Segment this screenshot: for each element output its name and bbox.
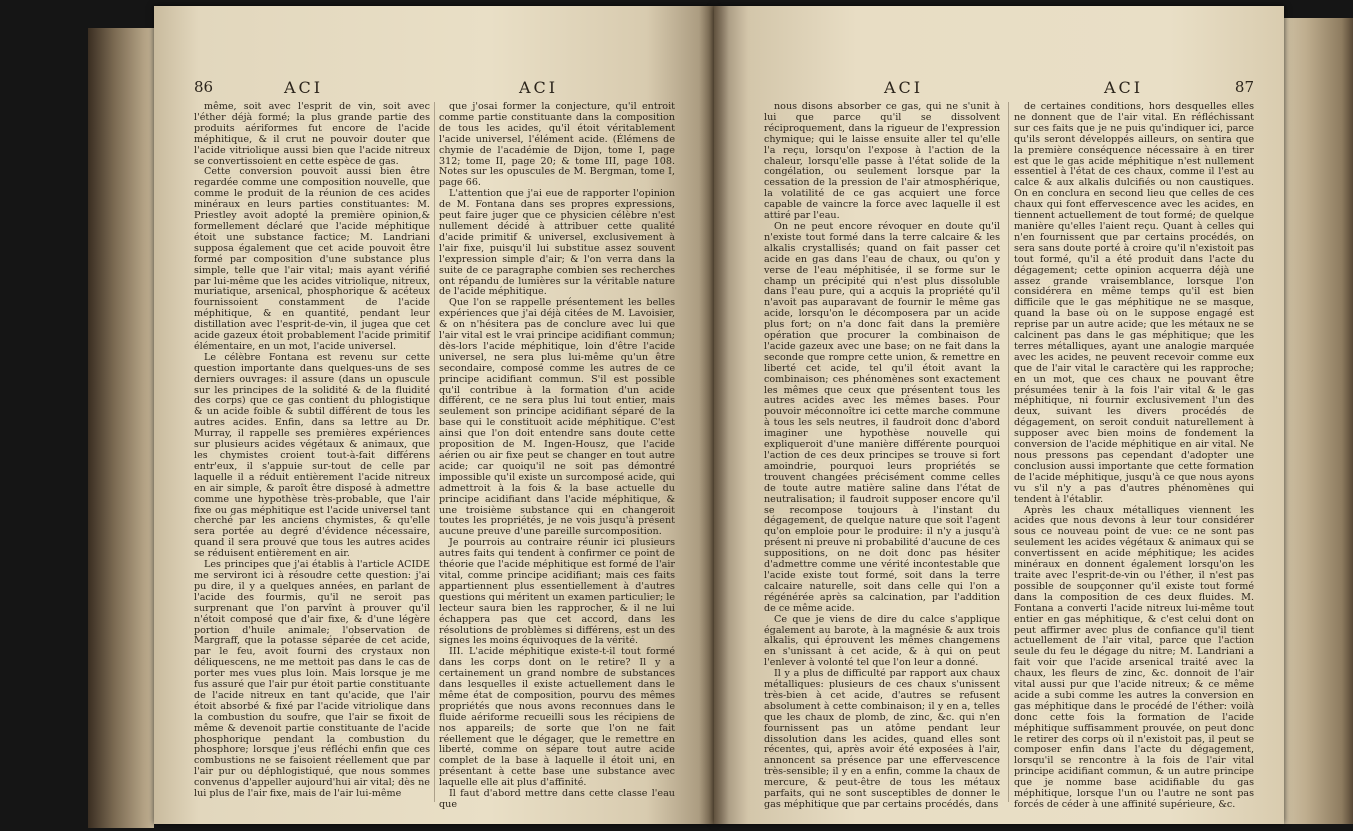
paragraph: Il y a plus de difficulté par rapport aux chaux métalliques: plusieurs de ces chaux s'unissent très-bien à cet acide, d'autres se refusent absolument à cette combinaison; il y en a, telles que les chaux de plomb, de zinc, &c. qui n'en fournissent pas un atôme pendant leur dissolution dans les acides, quand elles sont récentes, qui, après avoir été exposées à l'air, annoncent sa présence par une effervescence très-sensible; il y en a enfin, comme la chaux de mercure, & peut-être de tous les métaux parfaits, qui ne sont susceptibles de donner le gas méphitique que par certains procédés, dans xyxy=(764,668,1000,810)
left-page-header xyxy=(194,78,674,102)
left-column-1 xyxy=(194,102,430,800)
right-column-1 xyxy=(764,102,1000,811)
paragraph: Il faut d'abord mettre dans cette classe l'eau que xyxy=(439,788,675,810)
paragraph: Que l'on se rappelle présentement les belles expériences que j'ai déjà citées de M. Lavoisier, & on n'hésitera pas de conclure avec lui que l'air vital est le vrai principe acidifiant commun; dès-lors l'acide méphitique, loin d'être l'acide universel, ne sera plus lui-même qu'un être secondaire, composé comme les autres de ce principe acidifiant commun. S'il est possible qu'il contribue à la formation d'un acide différent, ce ne sera plus lui tout entier, mais seulement son principe acidifiant séparé de la base qui le constituoit acide méphitique. C'est ainsi que l'on doit entendre sans doute cette proposition de M. Ingen-Housz, que l'acide aérien ou air fixe peut se changer en tout autre acide; car quoiqu'il ne soit pas démontré impossible qu'il existe un surcomposé acide, qui admettroit à la fois & la base actuelle du principe acidifiant dans l'acide méphitique, & une troisième substance qui en changeroit toutes les propriétés, je ne vois jusqu'à présent aucune preuve d'une pareille surcomposition. xyxy=(439,297,675,538)
left-running-title-2: ACI xyxy=(519,78,559,97)
right-page xyxy=(714,6,1284,824)
paragraph: On ne peut encore révoquer en doute qu'il n'existe tout formé dans la terre calcaire & les alkalis crystallisés; quand on fait passer cet acide en gas dans l'eau de chaux, ou qu'on y verse de l'eau méphitisée, il se forme sur le champ un précipité qui n'est plus dissoluble dans l'eau pure, qui a acquis la propriété qu'il n'avoit pas auparavant de fournir le même gas acide, lorsqu'on le décomposera par un acide plus fort; on n'a donc fait dans la première opération que procurer la combinaison de l'acide gazeux avec une base; on ne fait dans la seconde que rompre cette union, & remettre en liberté cet acide, tel qu'il étoit avant la combinaison; ces phénomènes sont exactement les mêmes que ceux que présentent tous les autres acides avec les mêmes bases. Pour pouvoir méconnoître ici cette marche commune à tous les sels neutres, il faudroit donc d'abord imaginer une hypothèse nouvelle qui expliqueroit d'une manière différente pourquoi l'action de ces deux principes se trouve si fort amoindrie, pourquoi leurs propriétés se trouvent changées précisément comme celles de toute autre matière saline dans l'état de neutralisation; il faudroit supposer encore qu'il se recompose toujours à l'instant du dégagement, de quelque nature que soit l'agent qu'on emploie pour le produire: il n'y a jusqu'à présent ni preuve ni probabilité d'aucune de ces suppositions, on ne doit donc pas hésiter d'admettre comme une vérité incontestable que l'acide existe tout formé, soit dans la terre calcaire naturelle, soit dans celle qui l'on a régénérée après sa calcination, par l'addition de ce même acide. xyxy=(764,220,1000,614)
paragraph: L'attention que j'ai eue de rapporter l'opinion de M. Fontana dans ses propres expressions, peut faire juger que ce physicien célèbre n'est nullement décidé à attribuer cette qualité d'acide primitif & universel, exclusivement à l'air fixe, puisqu'il lui substitue assez souvent l'expression simple d'air; & l'on verra dans la suite de ce paragraphe combien ses recherches ont répandu de lumières sur la véritable nature de l'acide méphitique. xyxy=(439,188,675,298)
right-running-title-2: ACI xyxy=(1104,78,1144,97)
paragraph: même, soit avec l'esprit de vin, soit avec l'éther déjà formé; la plus grande partie des produits aériformes fut encore de l'acide méphitique, & il crut ne pouvoir douter que l'acide vitriolique aussi bien que l'acide nitreux se convertissoient en cette espèce de gas. xyxy=(194,101,430,167)
paragraph: nous disons absorber ce gas, qui ne s'unit à lui que parce qu'il se dissolvent réciproquement, dans la rigueur de l'expression chymique; qui le laisse ensuite aller tel qu'elle l'a reçu, lorsqu'on l'expose à l'action de la chaleur, lorsqu'elle passe à l'état solide de la congélation, ou seulement lorsque par la cessation de la pression de l'air atmosphérique, la volatilité de ce gas acquiert une force capable de vaincre la force avec laquelle il est attiré par l'eau. xyxy=(764,101,1000,222)
right-running-title-1: ACI xyxy=(884,78,924,97)
paragraph: Cette conversion pouvoit aussi bien être regardée comme une composition nouvelle, que comme le produit de la réunion de ces acides minéraux en leurs parties constituantes: M. Priestley avoit adopté la première opinion,& formellement déclaré que l'acide méphitique étoit une substance factice; M. Landriani supposa également que cet acide pouvoit être formé par composition d'une substance plus simple, telle que l'air vital; mais ayant vérifié par lui-même que les acides vitriolique, nitreux, muriatique, arsenical, phosphorique & acéteux fournissoient constamment de l'acide méphitique, & en quantité, pendant leur distillation avec l'esprit-de-vin, il jugea que cet acide gazeux étoit probablement l'acide primitif élémentaire, en un mot, l'acide universel. xyxy=(194,166,430,352)
right-page-number: 87 xyxy=(1234,78,1254,96)
paragraph: Après les chaux métalliques viennent les acides que nous devons à leur tour considérer sous ce nouveau point de vue: ce ne sont pas seulement les acides végétaux & animaux qui se convertissent en acide méphitique; les acides minéraux en donnent également lorsqu'on les traite avec l'esprit-de-vin ou l'éther, il n'est pas possible de soupçonner qu'il existe tout formé dans la composition de ces deux fluides. M. Fontana a converti l'acide nitreux lui-même tout entier en gas méphitique, & c'est celui dont on peut affirmer avec plus de confiance qu'il tient actuellement de l'air vital, parce que l'action seule du feu le dégage du nitre; M. Landriani a fait voir que l'acide arsenical traité avec la chaux, les fleurs de zinc, &c. donnoit de l'air vital aussi pur que l'acide nitreux; & ce même acide a subi comme les autres la conversion en gas méphitique dans le procédé de l'éther: voilà donc cette fois la formation de l'acide méphitique suffisamment prouvée, on peut donc le retirer des corps où il n'existoit pas, il peut se composer enfin dans l'acte du dégagement, lorsqu'il se rencontre à la fois de l'air vital principe acidifiant commun, & un autre principe que je nomme base acidifiable du gas méphitique, lorsque l'un ou l'autre ne sont pas forcés de céder à une affinité supérieure, &c. xyxy=(1014,504,1254,810)
left-page-stack xyxy=(88,28,154,828)
open-book xyxy=(44,6,1353,828)
left-column-2 xyxy=(439,102,675,811)
right-column-rule xyxy=(1008,102,1009,802)
paragraph: Les principes que j'ai établis à l'article ACIDE me serviront ici à résoudre cette question: j'ai pu dire, il y a quelques années, en parlant de l'acide des fourmis, qu'il ne seroit pas surprenant que l'on parvînt à prouver qu'il n'étoit composé que d'air fixe, & d'une légère portion d'huile animale; l'observation de Margraff, que la potasse séparée de cet acide, par le feu, avoit fourni des crystaux non déliquescens, ne me mettoit pas dans le cas de porter mes vues plus loin. Mais lorsque je me fus assuré que l'air pur étoit partie constituante de l'acide nitreux en tant qu'acide, que l'air étoit absorbé & fixé par l'acide vitriolique dans la combustion du soufre, que l'air se fixoit de même & devenoit partie constituante de l'acide phosphorique pendant la combustion du phosphore; lorsque j'eus réfléchi enfin que ces combustions ne se faisoient réellement que par l'air pur ou déphlogistiqué, que nous sommes convenus d'appeller aujourd'hui air vital; dès ne lui plus de l'air fixe, mais de l'air lui-même xyxy=(194,559,430,800)
paragraph: Le célèbre Fontana est revenu sur cette question importante dans quelques-uns de ses derniers ouvrages: il assure (dans un opuscule sur les principes de la solidité & de la fluidité des corps) que ce gas contient du phlogistique & un acide foible & subtil différent de tous les autres acides. Enfin, dans sa lettre au Dr. Murray, il rappelle ses premières expériences sur plusieurs acides végétaux & animaux, que les chymistes croient tout-à-fait différens entr'eux, il s'appuie sur-tout de celle par laquelle il a réduit entièrement l'acide nitreux en air simple, & paroît être disposé à admettre comme une hypothèse très-probable, que l'air fixe ou gas méphitique est l'acide universel tant cherché par les anciens chymistes, & qu'elle sera portée au degré d'évidence nécessaire, quand il sera prouvé que tous les autres acides se réduisent entièrement en air. xyxy=(194,351,430,560)
left-page xyxy=(154,6,714,824)
paragraph: III. L'acide méphitique existe-t-il tout formé dans les corps dont on le retire? Il y a certainement un grand nombre de substances dans lesquelles il existe actuellement dans le même état de composition, pourvu des mêmes propriétés que nous avons reconnues dans le fluide aériforme recueilli sous les récipiens de nos appareils; de sorte que l'on ne fait réellement que le dégager, que le remettre en liberté, comme on sépare tout autre acide complet de la base à laquelle il étoit uni, en présentant à cette base une substance avec laquelle elle ait plus d'affinité. xyxy=(439,646,675,789)
paragraph: de certaines conditions, hors desquelles elles ne donnent que de l'air vital. En réfléchissant sur ces faits que je ne puis qu'indiquer ici, parce qu'ils seront développés ailleurs, on sentira que la première conséquence nécessaire à en tirer est que le gas acide méphitique n'est nullement essentiel à l'état de ces chaux, comme il l'est au calce & aux alkalis dulcifiés ou non caustiques. On en conclura en second lieu que celles de ces chaux qui font effervescence avec les acides, en tiennent actuellement de tout formé; de quelque manière qu'elles l'aient reçu. Quant à celles qui n'en fournissent que par certains procédés, on sera sans doute porté à croire qu'il n'existoit pas tout formé, qu'il a été produit dans l'acte du dégagement; cette opinion acquerra déjà une assez grande vraisemblance, lorsque l'on considérera en même temps qu'il est bien difficile que le gas méphitique ne se masque, quand la base où on le suppose engagé est reprise par un autre acide; que les métaux ne se calcinent pas dans le gas méphitique; que les terres métalliques, ayant une analogie marquée avec les acides, ne peuvent recevoir comme eux que de l'air vital le caractère qui les rapproche; en un mot, que ces chaux ne pouvant être présumées tenir à la fois l'air vital & le gas méphitique, ni fournir exclusivement l'un des deux, suivant les divers procédés de dégagement, on seroit conduit naturellement à supposer avec bien moins de fondement la conversion de l'acide méphitique en air vital. Ne nous pressons pas cependant d'adopter une conclusion aussi importante que cette formation de l'acide méphitique, jusqu'à ce que nous ayons vu s'il n'y a pas d'autres phénomènes qui tendent à l'établir. xyxy=(1014,101,1254,505)
right-page-header xyxy=(764,78,1254,102)
paragraph: Je pourrois au contraire réunir ici plusieurs autres faits qui tendent à confirmer ce point de théorie que l'acide méphitique est formé de l'air vital, comme principe acidifiant; mais ces faits appartiennent plus essentiellement à d'autres questions qui méritent un examen particulier; le lecteur saura bien les rapprocher, & il ne lui échappera pas que cet accord, dans les résolutions de problèmes si différens, est un des signes les moins équivoques de la vérité. xyxy=(439,537,675,647)
right-page-stack xyxy=(1284,18,1353,824)
book-gutter xyxy=(699,6,729,824)
left-column-rule xyxy=(434,102,435,802)
paragraph: Ce que je viens de dire du calce s'applique également au barote, à la magnésie & aux trois alkalis, qui éprouvent les mêmes changemens en s'unissant à cet acide, & à qui on peut l'enlever à volonté tel que l'on leur a donné. xyxy=(764,613,1000,669)
left-running-title-1: ACI xyxy=(284,78,324,97)
left-page-number: 86 xyxy=(194,78,214,96)
right-column-2 xyxy=(1014,102,1254,811)
paragraph: que j'osai former la conjecture, qu'il entroit comme partie constituante dans la composition de tous les acides, qu'il étoit véritablement l'acide universel, l'élément acide. (Élémens de chymie de l'académie de Dijon, tome I, page 312; tome II, page 20; & tome III, page 108. Notes sur les opuscules de M. Bergman, tome I, page 66. xyxy=(439,101,675,189)
